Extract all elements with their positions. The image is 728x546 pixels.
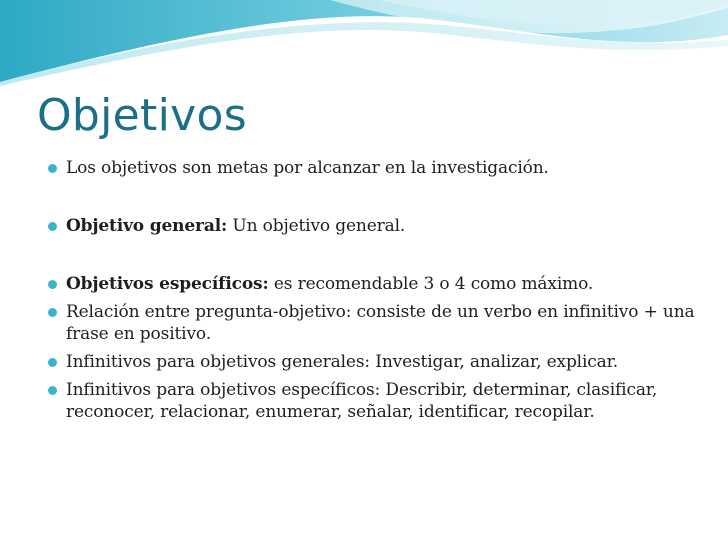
bullet-dot-icon bbox=[48, 280, 57, 289]
bullet-text: Los objetivos son metas por alcanzar en la investigación. bbox=[66, 158, 549, 178]
bullet-item bbox=[48, 301, 698, 345]
bullet-dot-icon bbox=[48, 164, 57, 173]
bullet-dot-icon bbox=[48, 222, 57, 231]
bullet-bold-label: Objetivos específicos: bbox=[66, 274, 269, 294]
bullet-dot-icon bbox=[48, 386, 57, 395]
bullet-text: Un objetivo general. bbox=[227, 216, 406, 236]
bullet-item bbox=[48, 157, 698, 179]
slide-title: Objetivos bbox=[37, 90, 247, 141]
bullet-item bbox=[48, 379, 698, 423]
bullet-text: Relación entre pregunta-objetivo: consiste de un verbo en infinitivo + una frase en positivo. bbox=[66, 302, 695, 344]
header-wave-decoration bbox=[0, 0, 728, 90]
bullet-item bbox=[48, 273, 698, 295]
bullet-bold-label: Objetivo general: bbox=[66, 216, 228, 236]
bullet-dot-icon bbox=[48, 308, 57, 317]
bullet-list bbox=[48, 157, 698, 423]
bullet-dot-icon bbox=[48, 358, 57, 367]
bullet-text: Infinitivos para objetivos específicos: Describir, determinar, clasificar, reconocer, relacionar, enumerar, señalar, identificar, recopilar. bbox=[66, 380, 658, 422]
bullet-text: Infinitivos para objetivos generales: Investigar, analizar, explicar. bbox=[66, 352, 618, 372]
bullet-item bbox=[48, 215, 698, 237]
bullet-text: es recomendable 3 o 4 como máximo. bbox=[268, 274, 594, 294]
bullet-item bbox=[48, 351, 698, 373]
